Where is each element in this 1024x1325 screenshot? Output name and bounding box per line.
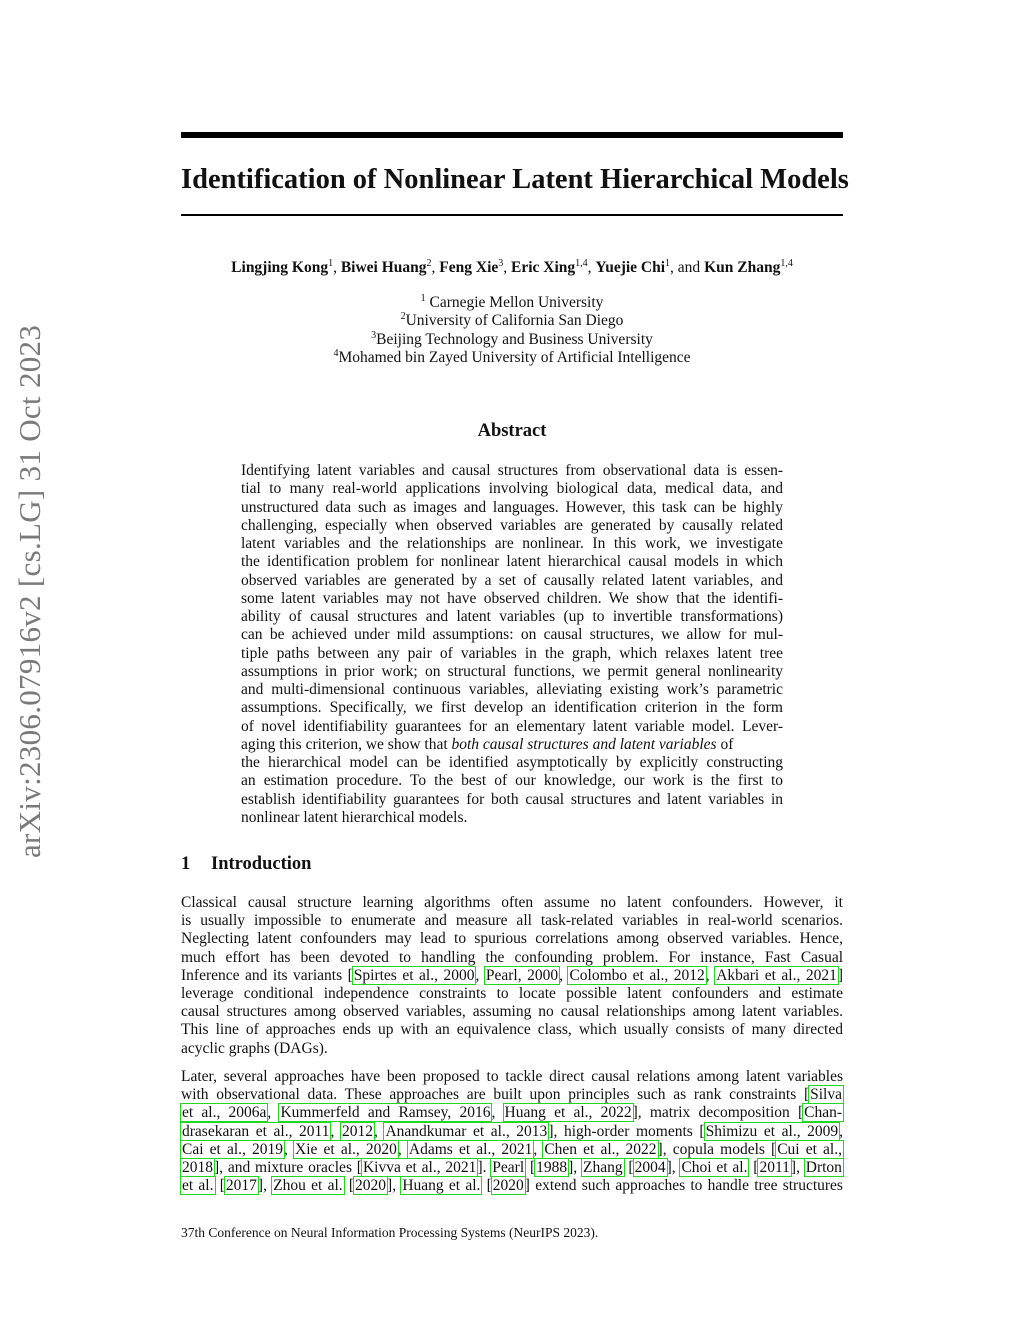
citation-link[interactable]: 2018 (182, 1159, 213, 1177)
citation-link[interactable]: 2020 (492, 1177, 524, 1195)
citation-link[interactable]: Huang et al. (402, 1177, 481, 1195)
author-name: Feng Xie (439, 259, 499, 276)
body-line: 2018], and mixture oracles [Kivva et al., 2021]. Pearl [1988], Zhang [2004], Choi et al. [2011], Drton (182, 1159, 842, 1177)
citation-link[interactable]: Zhou et al. (273, 1177, 343, 1195)
citation-link[interactable]: Pearl (492, 1159, 525, 1177)
abstract-emphasis: both causal structures and latent variables (451, 735, 717, 753)
citation-link[interactable]: 2017 (225, 1177, 257, 1195)
abstract-line: unstructured data such as images and languages. However, this task can be highly (241, 498, 783, 516)
body-line: Cai et al., 2019, Xie et al., 2020, Adams et al., 2021, Chen et al., 2022], copula models [Cui et al., (182, 1140, 842, 1158)
section-title: Introduction (211, 854, 312, 874)
body-line: Classical causal structure learning algorithms often assume no latent confounders. However, it (181, 894, 843, 911)
citation-link[interactable]: 2011 (759, 1159, 790, 1177)
author-affil-marker: 1 (328, 258, 334, 269)
abstract-line: of novel identifiability guarantees for an elementary latent variable model. Lever- (241, 717, 783, 735)
citation-link[interactable]: Kummerfeld and Ramsey, 2016 (280, 1104, 491, 1122)
abstract-line: establish identifiability guarantees for both causal structures and latent variables in (241, 790, 783, 808)
abstract-line: the identification problem for nonlinear latent hierarchical causal models in which (241, 553, 783, 571)
author-list: Lingjing Kong$^1$, Biwei Huang$^2$, Feng Xie$^3$, Eric Xing$^{1,4}$, Yuejie Chi$^1$, and Kun Zhang$^{1,4}$ (231, 258, 793, 276)
title-top-rule (181, 132, 843, 138)
body-line: is usually impossible to enumerate and measure all task-related variables in real-world scenarios. (181, 912, 843, 930)
citation-link[interactable]: Cui et al., (777, 1140, 842, 1158)
body-line: Inference and its variants [Spirtes et al., 2000, Pearl, 2000, Colombo et al., 2012, Akbari et al., 2021] (181, 966, 844, 984)
abstract-line: and multi-dimensional continuous variables, alleviating existing work’s parametric (241, 681, 783, 698)
affiliation: $^4$Mohamed bin Zayed University of Artificial Intelligence (333, 347, 691, 366)
citation-link[interactable]: Spirtes et al., 2000 (353, 966, 475, 984)
body-line: et al., 2006a, Kummerfeld and Ramsey, 2016, Huang et al., 2022], matrix decomposition [Chan- (182, 1104, 843, 1122)
abstract-heading: Abstract (477, 421, 547, 441)
citation-link[interactable]: Adams et al., 2021 (408, 1140, 533, 1158)
citation-link[interactable]: et al., 2006a (182, 1104, 267, 1122)
title-bottom-rule (181, 214, 843, 216)
abstract-line: an estimation procedure. To the best of our knowledge, our work is the first to (241, 772, 783, 790)
affiliation: $^2$University of California San Diego (400, 311, 624, 330)
author-affil-marker: 1,4 (780, 258, 793, 269)
citation-link[interactable]: Anandkumar et al., 2013 (385, 1122, 548, 1140)
section-number: 1 (181, 854, 191, 874)
body-line: This line of approaches ends up with an equivalence class, which usually consists of many directed (181, 1021, 843, 1039)
intro-paragraph-1 (181, 894, 843, 1058)
body-line: Later, several approaches have been proposed to tackle direct causal relations among latent variables (181, 1068, 843, 1085)
body-line: et al. [2017], Zhou et al. [2020], Huang et al. [2020] extend such approaches to handle tree structures (182, 1177, 843, 1195)
abstract-line: ability of causal structures and latent variables (up to invertible transformations) (241, 608, 783, 625)
abstract-line: tial to many real-world applications involving biological data, medical data, and (241, 480, 783, 498)
citation-link[interactable]: drasekaran et al., 2011 (182, 1122, 330, 1140)
paper-title: Identification of Nonlinear Latent Hierarchical Models (181, 164, 849, 195)
abstract-line: the hierarchical model can be identified asymptotically by explicitly constructing (241, 754, 783, 771)
citation-link[interactable]: Huang et al., 2022 (504, 1104, 632, 1122)
arxiv-sidebar-identifier: arXiv:2306.07916v2 [cs.LG] 31 Oct 2023 (12, 324, 47, 858)
abstract-line: tiple paths between any pair of variables in the graph, which relaxes latent tree (241, 644, 783, 662)
abstract-body (241, 462, 783, 827)
affiliation-list (181, 294, 843, 367)
body-line: drasekaran et al., 2011, 2012, Anandkumar et al., 2013], high-order moments [Shimizu et al., 2009, (182, 1122, 844, 1140)
author-name: Kun Zhang (704, 259, 781, 276)
citation-link[interactable]: Xie et al., 2020 (295, 1140, 397, 1158)
citation-link[interactable]: Cai et al., 2019 (182, 1140, 284, 1158)
citation-link[interactable]: Shimizu et al., 2009 (705, 1122, 839, 1140)
intro-paragraph-2 (181, 1068, 843, 1195)
citation-link[interactable]: 1988 (536, 1159, 568, 1177)
abstract-line: assumptions in prior work; on structural functions, we permit general nonlinearity (241, 662, 783, 680)
citation-link[interactable]: Zhang (583, 1159, 623, 1177)
citation-link[interactable]: Silva (810, 1086, 842, 1104)
author-affil-marker: 1,4 (575, 258, 588, 269)
abstract-line: can be achieved under mild assumptions: on causal structures, we allow for mul- (241, 626, 783, 644)
section-heading (181, 854, 843, 875)
body-line: with observational data. These approaches are built upon principles such as rank constraints [Silva (181, 1086, 842, 1104)
abstract-line: assumptions. Specifically, we first develop an identification criterion in the form (241, 699, 783, 717)
abstract-line: aging this criterion, we show that both causal structures and latent variables of (241, 735, 734, 753)
abstract-line: latent variables and the relationships are nonlinear. In this work, we investigate (241, 535, 783, 552)
body-line: acyclic graphs (DAGs). (181, 1039, 328, 1057)
citation-link[interactable]: Chan- (804, 1104, 843, 1122)
citation-link[interactable]: Colombo et al., 2012 (569, 966, 705, 984)
citation-link[interactable]: Chen et al., 2022 (544, 1140, 657, 1158)
author-name: Lingjing Kong (231, 259, 329, 276)
citation-link[interactable]: Pearl, 2000 (485, 966, 559, 984)
affiliation: $^3$Beijing Technology and Business University (371, 329, 653, 348)
citation-link[interactable]: Akbari et al., 2021 (716, 966, 837, 984)
author-affil-marker: 1 (665, 258, 671, 269)
author-name: Biwei Huang (340, 259, 427, 276)
conference-footnote: 37th Conference on Neural Information Processing Systems (NeurIPS 2023). (181, 1225, 599, 1240)
affiliation: $^1$ Carnegie Mellon University (420, 293, 604, 311)
author-affil-marker: 3 (498, 258, 504, 269)
author-joiner: and (677, 259, 701, 276)
citation-link[interactable]: 2012 (341, 1122, 373, 1140)
abstract-line: some latent variables may not have observed children. We show that the identifi- (241, 589, 783, 607)
author-name: Yuejie Chi (595, 259, 666, 276)
body-line: Neglecting latent confounders may lead to spurious correlations among observed variables. Hence, (181, 930, 843, 948)
citation-link[interactable]: 2004 (634, 1159, 666, 1177)
citation-link[interactable]: Choi et al. (681, 1159, 748, 1177)
abstract-line: challenging, especially when observed variables are generated by causally related (241, 516, 783, 534)
body-line: leverage conditional independence constraints to locate possible latent confounders and estimate (181, 985, 843, 1003)
abstract-line: Identifying latent variables and causal structures from observational data is essen- (241, 462, 783, 479)
citation-link[interactable]: Drton (805, 1159, 842, 1177)
citation-link[interactable]: et al. (182, 1177, 214, 1195)
abstract-line: observed variables are generated by a set of causally related latent variables, and (241, 571, 783, 589)
abstract-line: nonlinear latent hierarchical models. (241, 808, 468, 826)
citation-link[interactable]: Kivva et al., 2021 (362, 1159, 477, 1177)
body-line: causal structures among observed variables, assuming no causal relationships among latent variables. (181, 1003, 843, 1021)
author-name: Eric Xing (511, 259, 576, 276)
body-line: much effort has been devoted to handling the confounding problem. For instance, Fast Casual (181, 948, 843, 966)
author-affil-marker: 2 (426, 258, 432, 269)
citation-link[interactable]: 2020 (355, 1177, 387, 1195)
